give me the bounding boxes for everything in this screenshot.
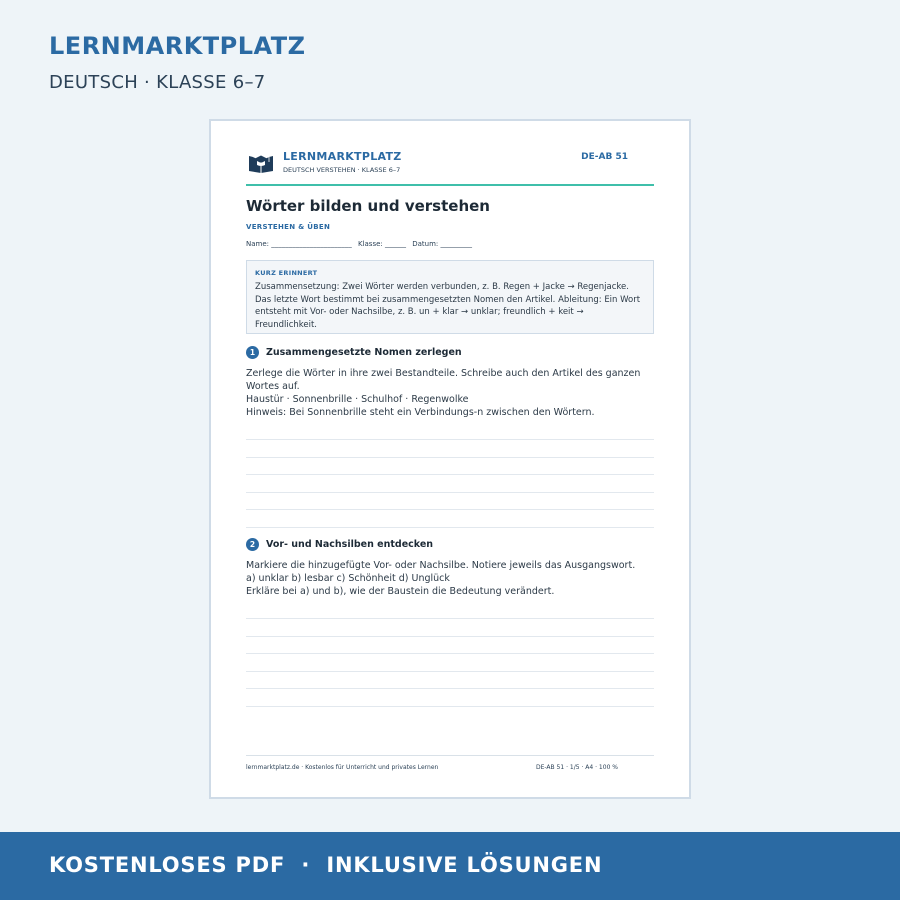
klasse-field: Klasse: ______ <box>357 240 406 248</box>
name-field: Name: _______________________ <box>246 240 352 248</box>
footer-left: lernmarktplatz.de · Kostenlos für Unterricht und privates Lernen <box>246 764 439 771</box>
writing-line <box>246 527 654 528</box>
task-1-body <box>246 367 654 419</box>
reminder-text: Zusammensetzung: Zwei Wörter werden verbunden, z. B. Regen + Jacke → Regenjacke. Das letzte Wort bestimmt bei zusammengesetzten Nomen den Artikel. Ableitung: Ein Wort entsteht mit Vor- oder Nachsilbe, z. B. un + klar → unklar; freundlich + keit → Freundlichkeit. <box>255 282 641 330</box>
task-number-badge: 1 <box>246 346 259 359</box>
writing-line <box>246 439 654 440</box>
task-line: Zerlege die Wörter in ihre zwei Bestandteile. Schreibe auch den Artikel des ganzen Wortes auf. <box>246 368 641 392</box>
writing-line <box>246 688 654 689</box>
writing-line <box>246 653 654 654</box>
brand-subtitle: DEUTSCH · KLASSE 6–7 <box>49 72 266 93</box>
task-number-badge: 2 <box>246 538 259 551</box>
task-title: Zusammengesetzte Nomen zerlegen <box>266 346 462 358</box>
task-line: a) unklar b) lesbar c) Schönheit d) Unglück <box>246 573 450 584</box>
writing-line <box>246 706 654 707</box>
writing-line <box>246 474 654 475</box>
task-title: Vor- und Nachsilben entdecken <box>266 538 434 550</box>
writing-line <box>246 636 654 637</box>
task-line: Hinweis: Bei Sonnenbrille steht ein Verbindungs-n zwischen den Wörtern. <box>246 407 595 418</box>
writing-line <box>246 671 654 672</box>
task-line: Markiere die hinzugefügte Vor- oder Nachsilbe. Notiere jeweils das Ausgangswort. <box>246 560 636 571</box>
student-fields <box>246 240 476 248</box>
task-1-header <box>246 345 462 359</box>
task-line: Haustür · Sonnenbrille · Schulhof · Regenwolke <box>246 394 469 405</box>
writing-line <box>246 492 654 493</box>
reminder-box <box>246 260 654 334</box>
worksheet-kicker: VERSTEHEN & ÜBEN <box>246 223 331 231</box>
sheet-brand: LERNMARKTPLATZ <box>283 150 402 163</box>
writing-line <box>246 509 654 510</box>
writing-line <box>246 457 654 458</box>
writing-line <box>246 618 654 619</box>
header-divider <box>246 184 654 186</box>
footer-divider <box>246 755 654 756</box>
bottom-banner <box>0 832 900 900</box>
banner-text: KOSTENLOSES PDF · INKLUSIVE LÖSUNGEN <box>49 853 603 877</box>
datum-field: Datum: _________ <box>412 240 472 248</box>
worksheet-title: Wörter bilden und verstehen <box>246 197 490 215</box>
brand-title: LERNMARKTPLATZ <box>49 32 306 60</box>
task-2-body <box>246 559 654 598</box>
task-line: Erkläre bei a) und b), wie der Baustein die Bedeutung verändert. <box>246 586 555 597</box>
graduation-book-icon <box>248 151 274 173</box>
task-2-header <box>246 537 433 551</box>
sheet-code: DE-AB 51 <box>581 152 628 162</box>
footer-right: DE-AB 51 · 1/5 · A4 · 100 % <box>535 764 618 771</box>
worksheet-preview <box>209 119 691 799</box>
reminder-label: KURZ ERINNERT <box>255 269 318 277</box>
sheet-brand-subtitle: DEUTSCH VERSTEHEN · KLASSE 6–7 <box>283 166 401 174</box>
